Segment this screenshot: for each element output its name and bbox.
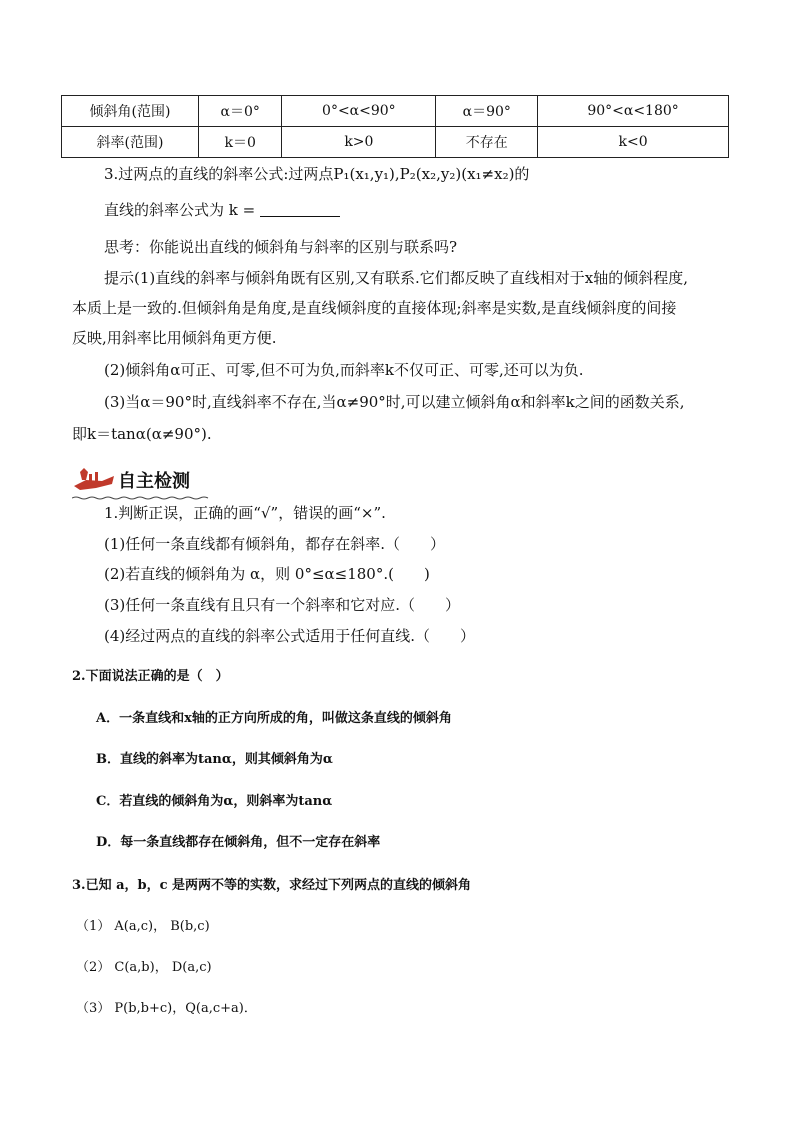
- q3-item: （1） A(a,c)， B(b,c): [76, 919, 210, 934]
- angle-slope-table: [61, 95, 729, 158]
- section-title: 自主检测: [118, 471, 190, 492]
- table-row: [62, 96, 729, 127]
- q2-option-a: A．一条直线和x轴的正方向所成的角，叫做这条直线的倾斜角: [96, 711, 452, 726]
- think-question: 思考：你能说出直线的倾斜角与斜率的区别与联系吗?: [104, 238, 458, 256]
- q3-stem: 3.已知 a，b，c 是两两不等的实数，求经过下列两点的直线的倾斜角: [72, 878, 472, 893]
- section-divider: [72, 496, 210, 500]
- section-badge-icon: [72, 466, 116, 492]
- q2-option-c: C．若直线的倾斜角为α，则斜率为tanα: [96, 794, 333, 809]
- hint-1-line1: 提示(1)直线的斜率与倾斜角既有区别,又有联系.它们都反映了直线相对于x轴的倾斜程度,: [104, 269, 689, 287]
- q1-stem: 1.判断正误，正确的画“√”，错误的画“×”.: [104, 504, 386, 522]
- q3-item: （2） C(a,b)， D(a,c): [76, 960, 212, 975]
- row-label: 倾斜角(范围): [62, 96, 199, 127]
- table-cell: k＝0: [199, 127, 282, 158]
- answer-blank: [260, 202, 340, 217]
- slope-formula-label: 直线的斜率公式为 k =: [104, 201, 256, 219]
- hint-3-line1: (3)当α＝90°时,直线斜率不存在,当α≠90°时,可以建立倾斜角α和斜率k之间的函数关系,: [104, 393, 685, 411]
- q2-option-d: D．每一条直线都存在倾斜角，但不一定存在斜率: [96, 835, 381, 850]
- table-cell: α＝0°: [199, 96, 282, 127]
- hint-3-line2: 即k＝tanα(α≠90°).: [72, 425, 212, 443]
- slope-formula-line1: 3.过两点的直线的斜率公式:过两点P₁(x₁,y₁),P₂(x₂,y₂)(x₁≠x₂)的: [104, 165, 530, 183]
- table-cell: k>0: [282, 127, 436, 158]
- hint-2: (2)倾斜角α可正、可零,但不可为负,而斜率k不仅可正、可零,还可以为负.: [104, 361, 584, 379]
- q2-option-b: B．直线的斜率为tanα，则其倾斜角为α: [96, 752, 333, 767]
- q1-item: (1)任何一条直线都有倾斜角，都存在斜率.（ ）: [104, 535, 446, 553]
- q3-item: （3） P(b,b+c)，Q(a,c+a)．: [76, 1001, 257, 1016]
- table-cell: 不存在: [436, 127, 538, 158]
- hint-1-line3: 反映,用斜率比用倾斜角更方便.: [72, 329, 277, 347]
- table-cell: 90°<α<180°: [538, 96, 729, 127]
- hint-1-line2: 本质上是一致的.但倾斜角是角度,是直线倾斜度的直接体现;斜率是实数,是直线倾斜度的间接: [72, 299, 677, 317]
- table-row: [62, 127, 729, 158]
- q1-item: (4)经过两点的直线的斜率公式适用于任何直线.（ ）: [104, 627, 476, 645]
- q2-stem: 2.下面说法正确的是（ ）: [72, 669, 229, 684]
- table-cell: 0°<α<90°: [282, 96, 436, 127]
- table-cell: k<0: [538, 127, 729, 158]
- q1-item: (3)任何一条直线有且只有一个斜率和它对应.（ ）: [104, 596, 461, 614]
- table-cell: α＝90°: [436, 96, 538, 127]
- row-label: 斜率(范围): [62, 127, 199, 158]
- q1-item: (2)若直线的倾斜角为 α，则 0°≤α≤180°.( ): [104, 565, 430, 583]
- slope-formula-line2: [104, 200, 340, 220]
